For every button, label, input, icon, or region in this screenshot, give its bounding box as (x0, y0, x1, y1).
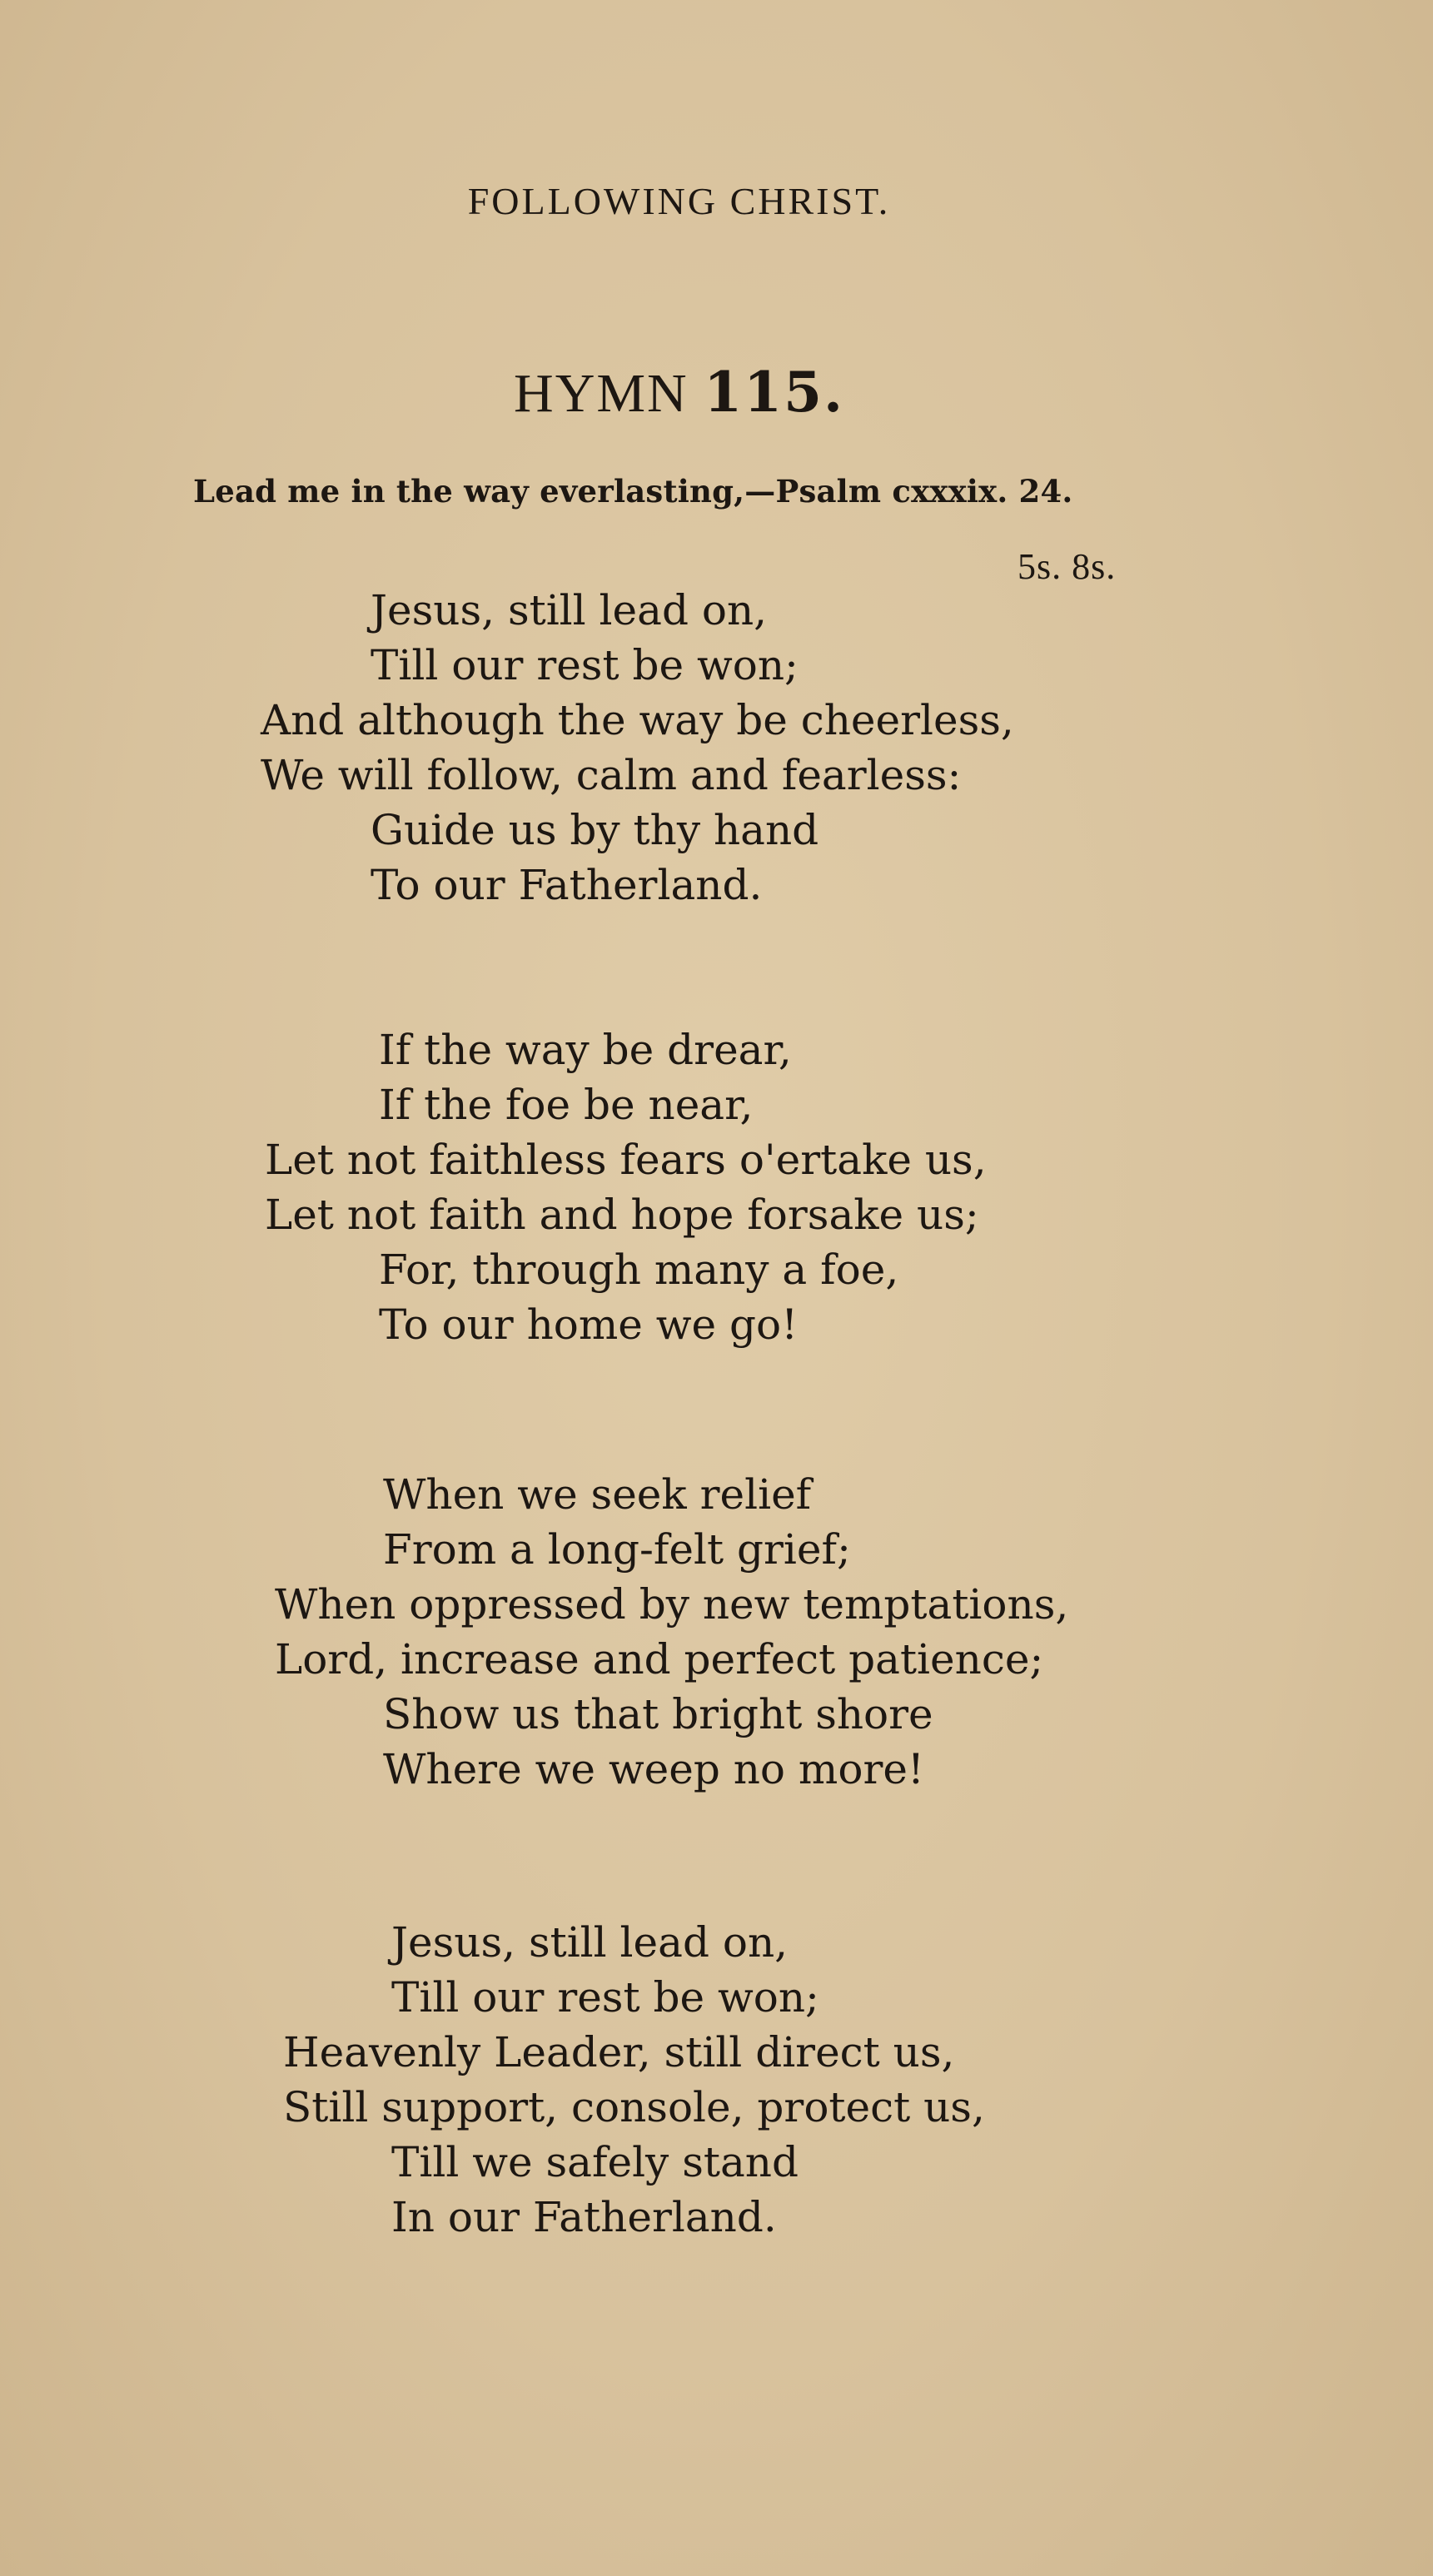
hymn-title (0, 360, 1433, 425)
stanza-line: In our Fatherland. (391, 2193, 777, 2241)
stanza-line: Let not faith and hope forsake us; (265, 1191, 979, 1239)
stanza-line: When oppressed by new temptations, (275, 1580, 1069, 1629)
hymn-label: HYMN (514, 363, 689, 424)
stanza-line: Till our rest be won; (371, 641, 799, 689)
stanza-line: Let not faithless fears o'ertake us, (265, 1136, 987, 1184)
stanza-line: Still support, console, protect us, (283, 2083, 985, 2131)
epigraph: Lead me in the way everlasting,—Psalm cxxxix. 24. (193, 473, 1073, 510)
stanza-line: To our home we go! (379, 1300, 799, 1349)
stanza-line: Jesus, still lead on, (391, 1918, 789, 1967)
meter-indication: 5s. 8s. (1018, 546, 1117, 587)
stanza-line: If the way be drear, (379, 1026, 792, 1074)
stanza-line: Where we weep no more! (383, 1745, 925, 1793)
stanza-line: To our Fatherland. (371, 861, 763, 909)
stanza-line: Jesus, still lead on, (371, 586, 768, 634)
stanza-line: For, through many a foe, (379, 1246, 899, 1294)
hymn-number: 115. (704, 360, 844, 425)
stanza-line: From a long-felt grief; (383, 1525, 851, 1574)
stanza-line: When we seek relief (383, 1470, 812, 1519)
stanza-line: Till our rest be won; (391, 1973, 819, 2022)
stanza-line: Heavenly Leader, still direct us, (283, 2028, 955, 2076)
stanza-line: Show us that bright shore (383, 1690, 933, 1738)
stanza-line: Guide us by thy hand (371, 806, 819, 854)
stanza-line: We will follow, calm and fearless: (261, 751, 962, 799)
stanza-line: Lord, increase and perfect patience; (275, 1635, 1044, 1683)
stanza-line: Till we safely stand (391, 2138, 799, 2186)
stanza-line: And although the way be cheerless, (261, 696, 1014, 744)
running-head: FOLLOWING CHRIST. (467, 180, 891, 222)
stanza-line: If the foe be near, (379, 1081, 754, 1129)
